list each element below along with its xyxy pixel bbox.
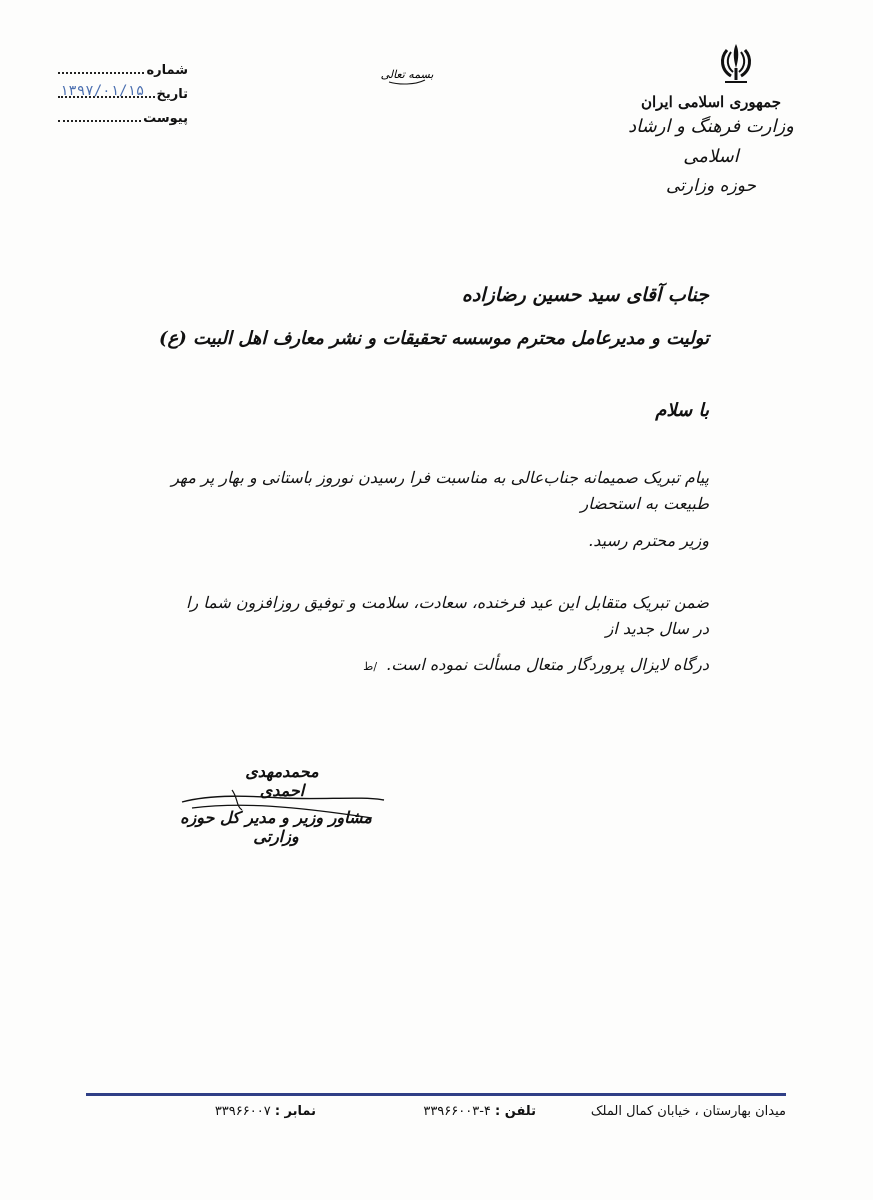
greeting: با سلام [655,400,709,421]
recipient-title: تولیت و مدیرعامل محترم موسسه تحقیقات و نشر معارف اهل البیت (ع) [158,328,709,349]
typist-initials: /ط [363,660,378,673]
footer-phone [423,1104,536,1119]
recipient-name: جناب آقای سید حسین رضازاده [461,284,709,306]
paragraph-4-text: درگاه لایزال پروردگار متعال مسألت نموده است. [386,655,709,674]
date-dots [58,83,155,99]
letter-meta [58,62,188,134]
number-dots [58,62,144,74]
paragraph-2: وزیر محترم رسید. [588,531,709,550]
number-label: شماره [146,63,188,78]
date-label: تاریخ [156,87,188,102]
attachment-dots [58,110,141,122]
paragraph-1: پیام تبریک صمیمانه جناب‌عالی به مناسبت فرا رسیدن نوروز باستانی و بهار پر مهر طبیعت به استحضار [171,468,709,513]
date-value: ۱۳۹۷/۰۱/۱۵ [60,83,145,99]
ministry-line-country: جمهوری اسلامی ایران [640,93,782,111]
attachment-label: پیوست [143,111,188,126]
fax-value: ۳۳۹۶۶۰۰۷ [214,1104,271,1119]
footer-divider [86,1093,786,1096]
paragraph-3: ضمن تبریک متقابل این عید فرخنده، سعادت، سلامت و توفیق روزافزون شما را در سال جدید از [186,593,709,638]
footer-address: میدان بهارستان ، خیابان کمال الملک [590,1104,786,1119]
ministry-header [611,92,811,200]
attachment-row [58,110,188,134]
signatory-name: محمدمهدی احمدی [245,762,319,800]
phone-value: ۴-۳۳۹۶۶۰۰۳ [423,1104,491,1119]
basmala-calligraphy [380,58,434,88]
paragraph-4 [169,652,709,680]
svg-text:بسمه تعالی: بسمه تعالی [380,68,434,81]
date-row [58,83,188,110]
ministry-line-office: حوزه وزارتی [665,176,757,196]
fax-label: نمابر : [274,1104,316,1119]
footer [86,1104,786,1124]
iran-emblem-icon [711,38,761,88]
ministry-line-name: وزارت فرهنگ و ارشاد اسلامی [628,116,794,167]
phone-label: تلفن : [495,1104,536,1119]
signatory-title: مشاور وزیر و مدیر کل حوزه وزارتی [180,808,372,846]
footer-fax [215,1104,316,1119]
